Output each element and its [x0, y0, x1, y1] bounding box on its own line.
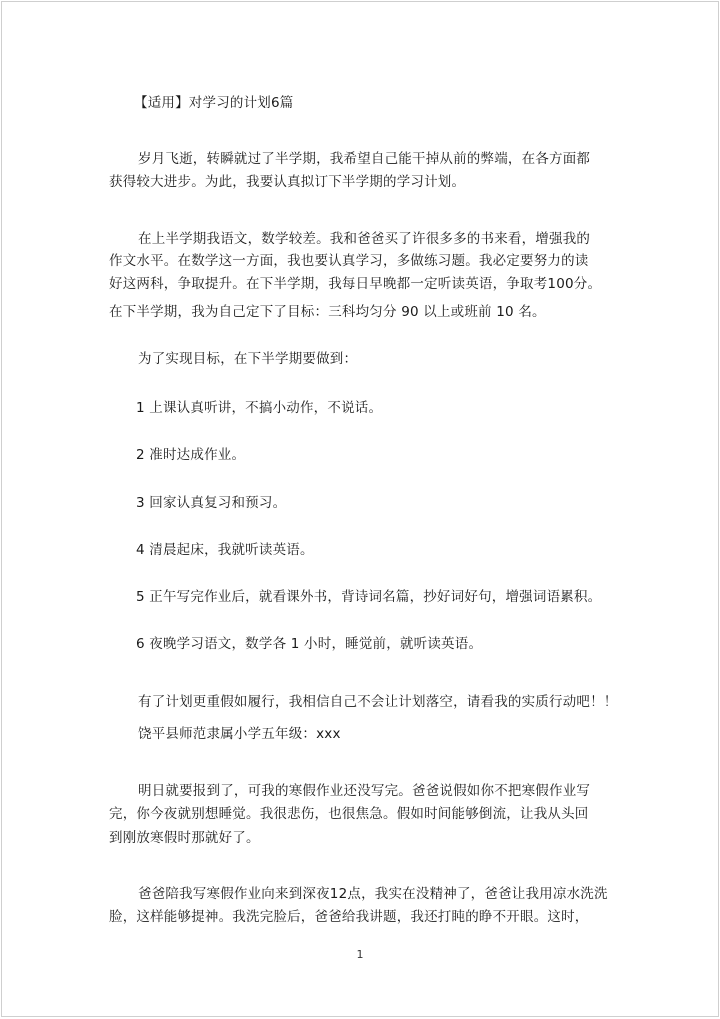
paragraph-11-line-2: 完，你今夜就别想睡觉。我很悲伤，也很焦急。假如时间能够倒流，让我从头回: [109, 806, 589, 822]
paragraph-11-line-3: 到刚放寒假时那就好了。: [109, 830, 260, 846]
paragraph-12-line-1: 爸爸陪我写寒假作业向来到深夜12点，我实在没精神了，爸爸让我用凉水洗洗: [138, 886, 608, 902]
paragraph-1-line-1: 岁月飞逝，转瞬就过了半学期，我希望自己能干掉从前的弊端，在各方面都: [138, 151, 591, 167]
list-item-6: 6 夜晚学习语文，数学各 1 小时，睡觉前，就听读英语。: [136, 636, 483, 652]
paragraph-1-line-2: 获得较大进步。为此，我要认真拟订下半学期的学习计划。: [109, 174, 466, 190]
paragraph-11-line-1: 明日就要报到了，可我的寒假作业还没写完。爸爸说假如你不把寒假作业写: [138, 783, 591, 799]
list-item-3: 3 回家认真复习和预习。: [136, 495, 287, 511]
list-item-4: 4 清晨起床，我就听读英语。: [136, 542, 314, 558]
list-item-1: 1 上课认真听讲，不搞小动作，不说话。: [136, 400, 383, 416]
paragraph-12-line-2: 脸，这样能够提神。我洗完脸后，爸爸给我讲题，我还打盹的睁不开眼。这时，: [109, 909, 589, 925]
list-item-2: 2 准时达成作业。: [136, 447, 246, 463]
page-number: 1: [356, 948, 364, 961]
paragraph-2-line-3: 好这两科，争取提升。在下半学期，我每日早晚都一定听读英语，争取考100分。: [109, 276, 602, 292]
paragraph-2-line-1: 在上半学期我语文，数学较差。我和爸爸买了许很多多的书来看，增强我的: [138, 231, 591, 247]
list-item-5: 5 正午写完作业后，就看课外书，背诗词名篇，抄好词好句，增强词语累积。: [136, 589, 602, 605]
paragraph-3-line-1: 为了实现目标，在下半学期要做到：: [138, 351, 358, 367]
signature-line: 饶平县师范隶属小学五年级：xxx: [138, 726, 341, 742]
paragraph-10-line-1: 有了计划更重假如履行，我相信自己不会让计划落空，请看我的实质行动吧！！: [138, 694, 618, 710]
document-page: [1, 1, 719, 1017]
paragraph-2-line-4: 在下半学期，我为自己定下了目标：三科均匀分 90 以上或班前 10 名。: [109, 304, 546, 320]
paragraph-2-line-2: 作文水平。在数学这一方面，我也要认真学习，多做练习题。我必定要努力的读: [109, 253, 589, 269]
document-title: 【适用】对学习的计划6篇: [134, 95, 294, 111]
